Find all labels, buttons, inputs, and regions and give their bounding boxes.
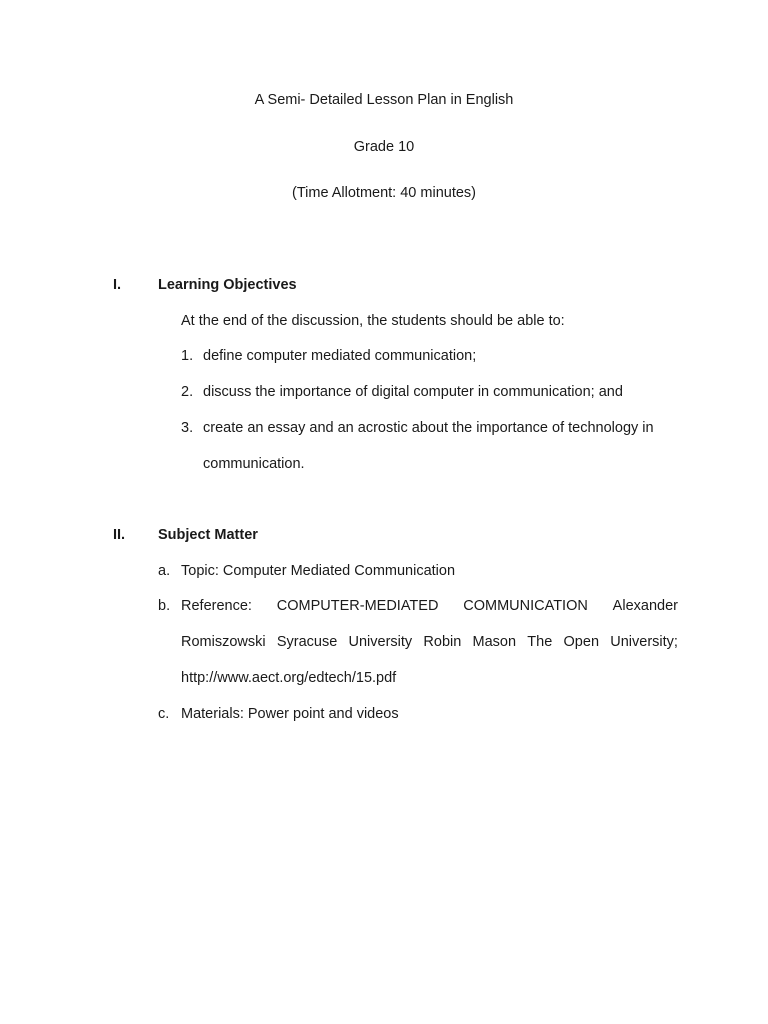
objectives-intro: At the end of the discussion, the students should be able to: xyxy=(181,313,565,329)
reference-word: COMMUNICATION xyxy=(463,598,588,614)
reference-word: University; xyxy=(610,634,678,650)
objective-text-1: define computer mediated communication; xyxy=(203,348,477,364)
subject-marker-a: a. xyxy=(158,563,171,579)
reference-line-2 xyxy=(181,634,678,650)
objective-text-2: discuss the importance of digital computer in communication; and xyxy=(203,384,623,400)
reference-word: COMPUTER-MEDIATED xyxy=(276,598,439,614)
section-numeral-1: I. xyxy=(113,277,122,293)
reference-line-1 xyxy=(181,598,678,614)
subject-marker-c: c. xyxy=(158,706,170,722)
reference-url: http://www.aect.org/edtech/15.pdf xyxy=(181,670,397,686)
section-numeral-2: II. xyxy=(113,527,126,543)
reference-word: Robin xyxy=(423,634,462,650)
objective-text-3-continuation: communication. xyxy=(203,456,305,472)
reference-word: Alexander xyxy=(612,598,678,614)
reference-word: Mason xyxy=(472,634,517,650)
reference-word: Reference: xyxy=(181,598,252,614)
reference-word: Syracuse xyxy=(276,634,338,650)
reference-word: Romiszowski xyxy=(181,634,266,650)
subject-marker-b: b. xyxy=(158,598,171,614)
objective-text-3: create an essay and an acrostic about the importance of technology in xyxy=(203,420,654,436)
objective-marker-1: 1. xyxy=(181,348,194,364)
objective-marker-3: 3. xyxy=(181,420,194,436)
reference-word: University xyxy=(348,634,413,650)
section-heading-subject-matter: Subject Matter xyxy=(158,527,258,543)
reference-word: Open xyxy=(563,634,600,650)
time-allotment: (Time Allotment: 40 minutes) xyxy=(292,185,476,201)
grade-level: Grade 10 xyxy=(353,139,415,155)
reference-word: The xyxy=(527,634,553,650)
objective-marker-2: 2. xyxy=(181,384,194,400)
document-title: A Semi- Detailed Lesson Plan in English xyxy=(254,92,514,108)
subject-topic: Topic: Computer Mediated Communication xyxy=(181,563,456,579)
subject-materials: Materials: Power point and videos xyxy=(181,706,399,722)
section-heading-learning-objectives: Learning Objectives xyxy=(158,277,297,293)
